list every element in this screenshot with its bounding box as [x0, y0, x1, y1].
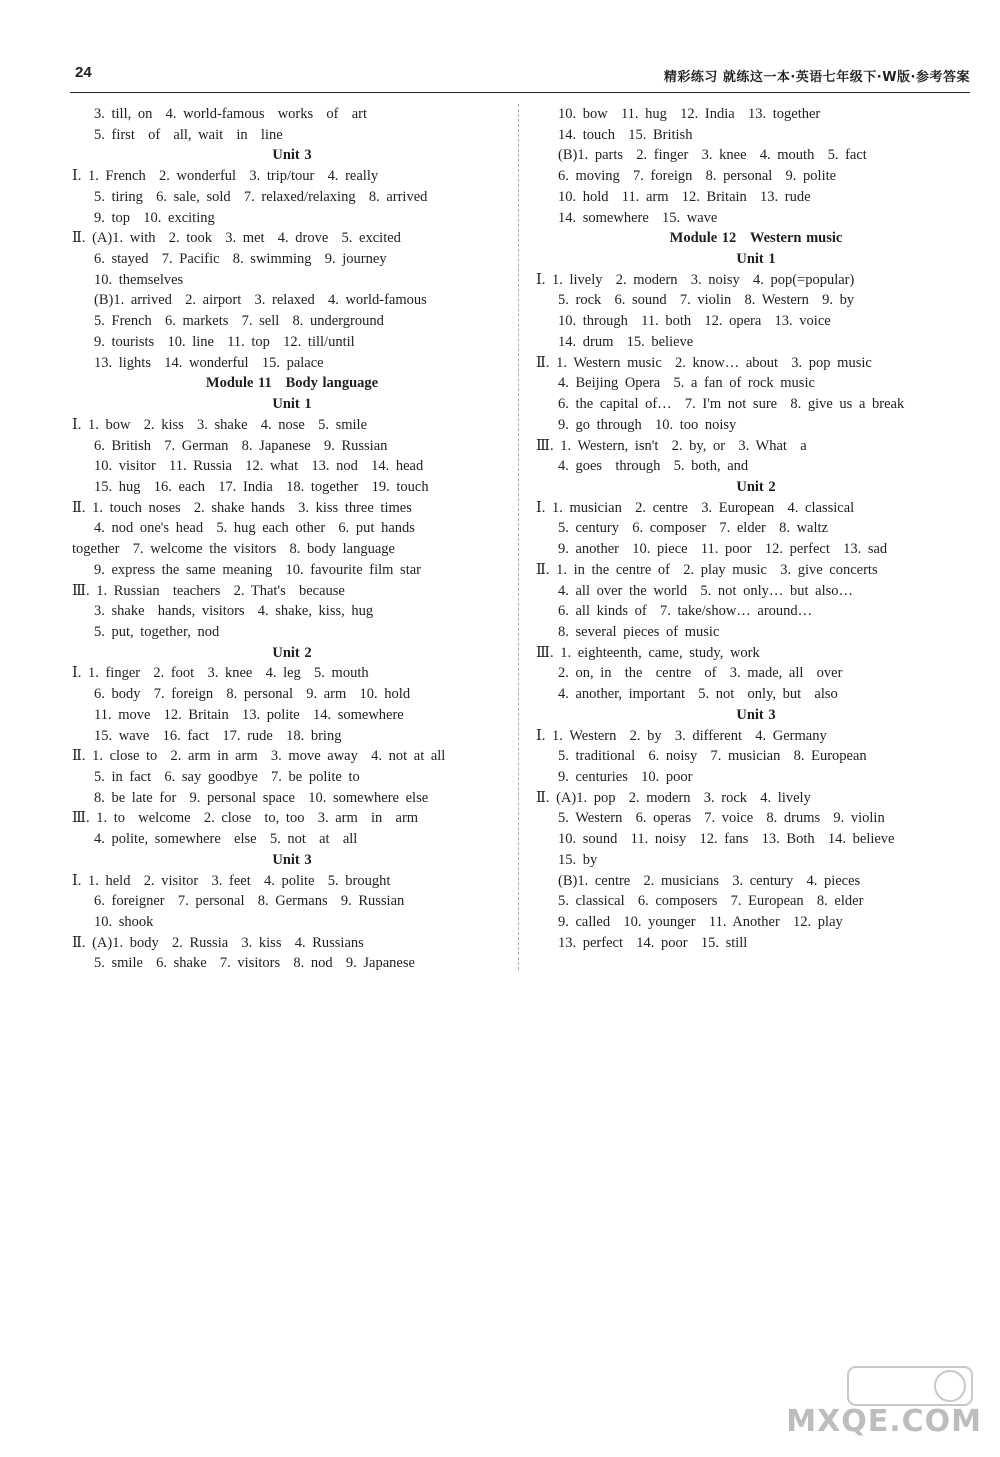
answer-line: 10. sound 11. noisy 12. fans 13. Both 14. believe — [558, 831, 895, 848]
answer-line: 10. shook — [94, 914, 154, 931]
page-number: 24 — [75, 64, 92, 81]
answer-line: 9. called 10. younger 11. Another 12. play — [558, 914, 843, 931]
watermark-logo-icon — [846, 1363, 974, 1409]
answer-line: 5. classical 6. composers 7. European 8. elder — [558, 893, 864, 910]
answer-line: 5. smile 6. shake 7. visitors 8. nod 9. Japanese — [94, 955, 415, 972]
answer-line: Ⅱ. 1. close to 2. arm in arm 3. move away 4. not at all — [72, 748, 446, 765]
answer-line: 6. foreigner 7. personal 8. Germans 9. Russian — [94, 893, 405, 910]
answer-line: together 7. welcome the visitors 8. body language — [72, 541, 395, 558]
answer-line: 4. polite, somewhere else 5. not at all — [94, 831, 358, 848]
section-heading: Unit 2 — [272, 644, 312, 661]
answer-line: 6. the capital of… 7. I'm not sure 8. give us a break — [558, 396, 905, 413]
answer-line: 9. go through 10. too noisy — [558, 416, 737, 433]
answer-line: 5. first of all, wait in line — [94, 126, 283, 143]
answer-line: Ⅱ. (A)1. pop 2. modern 3. rock 4. lively — [536, 789, 811, 806]
answer-line: Ⅲ. 1. Western, isn't 2. by, or 3. What a — [536, 437, 807, 454]
answer-line: 4. all over the world 5. not only… but also… — [558, 582, 853, 599]
answer-line: (B)1. arrived 2. airport 3. relaxed 4. world-famous — [94, 292, 427, 309]
answer-line: 6. all kinds of 7. take/show… around… — [558, 603, 813, 620]
answer-line: 4. Beijing Opera 5. a fan of rock music — [558, 375, 815, 392]
section-heading: Unit 3 — [272, 147, 312, 164]
answer-line: Ⅱ. (A)1. body 2. Russia 3. kiss 4. Russians — [72, 934, 364, 951]
answer-line: 10. themselves — [94, 271, 184, 288]
answer-line: 9. another 10. piece 11. poor 12. perfect 13. sad — [558, 541, 888, 558]
answer-line: Ⅲ. 1. Russian teachers 2. That's because — [72, 582, 345, 599]
answer-line: 2. on, in the centre of 3. made, all over — [558, 665, 843, 682]
answer-line: 13. perfect 14. poor 15. still — [558, 934, 748, 951]
section-heading: Module 12 Western music — [669, 230, 843, 247]
section-heading: Unit 2 — [736, 478, 776, 495]
answer-line: Ⅱ. 1. Western music 2. know… about 3. pop music — [536, 354, 872, 371]
answer-line: 11. move 12. Britain 13. polite 14. somewhere — [94, 706, 404, 723]
answer-line: 4. nod one's head 5. hug each other 6. put hands — [94, 520, 415, 537]
left-answer-column — [72, 104, 512, 974]
answer-line: 5. century 6. composer 7. elder 8. waltz — [558, 520, 828, 537]
answer-line: 5. Western 6. operas 7. voice 8. drums 9. violin — [558, 810, 885, 827]
answer-line: 5. traditional 6. noisy 7. musician 8. European — [558, 748, 867, 765]
answer-line: Ⅰ. 1. musician 2. centre 3. European 4. classical — [536, 499, 855, 516]
answer-line: 13. lights 14. wonderful 15. palace — [94, 354, 324, 371]
section-heading: Unit 3 — [272, 851, 312, 868]
answer-line: 9. top 10. exciting — [94, 209, 215, 226]
answer-line: 9. centuries 10. poor — [558, 769, 693, 785]
answer-line: 9. express the same meaning 10. favourite film star — [94, 561, 421, 578]
section-heading: Unit 1 — [736, 251, 776, 268]
answer-line: Ⅰ. 1. bow 2. kiss 3. shake 4. nose 5. smile — [72, 416, 368, 433]
answer-line: Ⅰ. 1. Western 2. by 3. different 4. Germany — [536, 727, 827, 744]
answer-line: 15. by — [558, 851, 598, 868]
answer-line: Ⅰ. 1. held 2. visitor 3. feet 4. polite 5. brought — [72, 872, 391, 889]
answer-line: 15. wave 16. fact 17. rude 18. bring — [94, 727, 342, 744]
answer-line: 6. moving 7. foreign 8. personal 9. polite — [558, 168, 837, 185]
answer-line: (B)1. centre 2. musicians 3. century 4. pieces — [558, 872, 861, 889]
answer-line: 4. another, important 5. not only, but also — [558, 686, 838, 703]
answer-line: 10. visitor 11. Russia 12. what 13. nod 14. head — [94, 458, 424, 475]
answer-line: Ⅲ. 1. to welcome 2. close to, too 3. arm in arm — [72, 810, 419, 827]
answer-line: 5. in fact 6. say goodbye 7. be polite to — [94, 769, 360, 785]
answer-line: 10. bow 11. hug 12. India 13. together — [558, 106, 821, 122]
answer-line: Ⅰ. 1. finger 2. foot 3. knee 4. leg 5. mouth — [72, 665, 369, 682]
answer-line: 15. hug 16. each 17. India 18. together 19. touch — [94, 478, 429, 495]
header-rule — [70, 92, 970, 93]
answer-line: Ⅲ. 1. eighteenth, came, study, work — [536, 644, 760, 661]
answer-line: 6. stayed 7. Pacific 8. swimming 9. journey — [94, 251, 387, 268]
answer-line: 6. body 7. foreign 8. personal 9. arm 10. hold — [94, 686, 411, 703]
watermark — [786, 1359, 982, 1439]
watermark-site-text: MXQE.COM — [786, 1404, 982, 1439]
answer-line: 8. be late for 9. personal space 10. somewhere else — [94, 789, 429, 806]
answer-line: Ⅰ. 1. French 2. wonderful 3. trip/tour 4. really — [72, 168, 379, 185]
answer-line: 5. put, together, nod — [94, 623, 220, 640]
answer-line: 5. rock 6. sound 7. violin 8. Western 9. by — [558, 292, 855, 309]
answer-line: 8. several pieces of music — [558, 623, 720, 640]
answer-line: 4. goes through 5. both, and — [558, 458, 749, 475]
answer-line: 14. drum 15. believe — [558, 333, 694, 350]
section-heading: Unit 3 — [736, 706, 776, 723]
answer-line: 3. till, on 4. world-famous works of art — [94, 106, 368, 122]
answer-line: 5. French 6. markets 7. sell 8. underground — [94, 313, 384, 330]
answer-line: (B)1. parts 2. finger 3. knee 4. mouth 5. fact — [558, 147, 867, 164]
answer-line: 10. hold 11. arm 12. Britain 13. rude — [558, 188, 811, 205]
answer-line: 3. shake hands, visitors 4. shake, kiss, hug — [94, 603, 374, 620]
running-head: 精彩练习 就练这一本·英语七年级下·W版·参考答案 — [663, 70, 970, 85]
answer-line: 5. tiring 6. sale, sold 7. relaxed/relaxing 8. arrived — [94, 188, 428, 205]
answer-line: Ⅱ. (A)1. with 2. took 3. met 4. drove 5. excited — [72, 230, 401, 247]
answer-line: 9. tourists 10. line 11. top 12. till/until — [94, 333, 355, 350]
section-heading: Module 11 Body language — [205, 375, 379, 392]
answer-line: 14. touch 15. British — [558, 126, 693, 143]
answer-line: 10. through 11. both 12. opera 13. voice — [558, 313, 831, 330]
right-answer-column — [536, 104, 976, 953]
column-separator — [518, 104, 519, 970]
answer-line: Ⅱ. 1. in the centre of 2. play music 3. give concerts — [536, 561, 878, 578]
answer-line: 6. British 7. German 8. Japanese 9. Russian — [94, 437, 388, 454]
answer-line: Ⅱ. 1. touch noses 2. shake hands 3. kiss three times — [72, 499, 412, 516]
answer-line: 14. somewhere 15. wave — [558, 209, 718, 226]
section-heading: Unit 1 — [272, 396, 312, 413]
answer-line: Ⅰ. 1. lively 2. modern 3. noisy 4. pop(=popular) — [536, 271, 855, 288]
